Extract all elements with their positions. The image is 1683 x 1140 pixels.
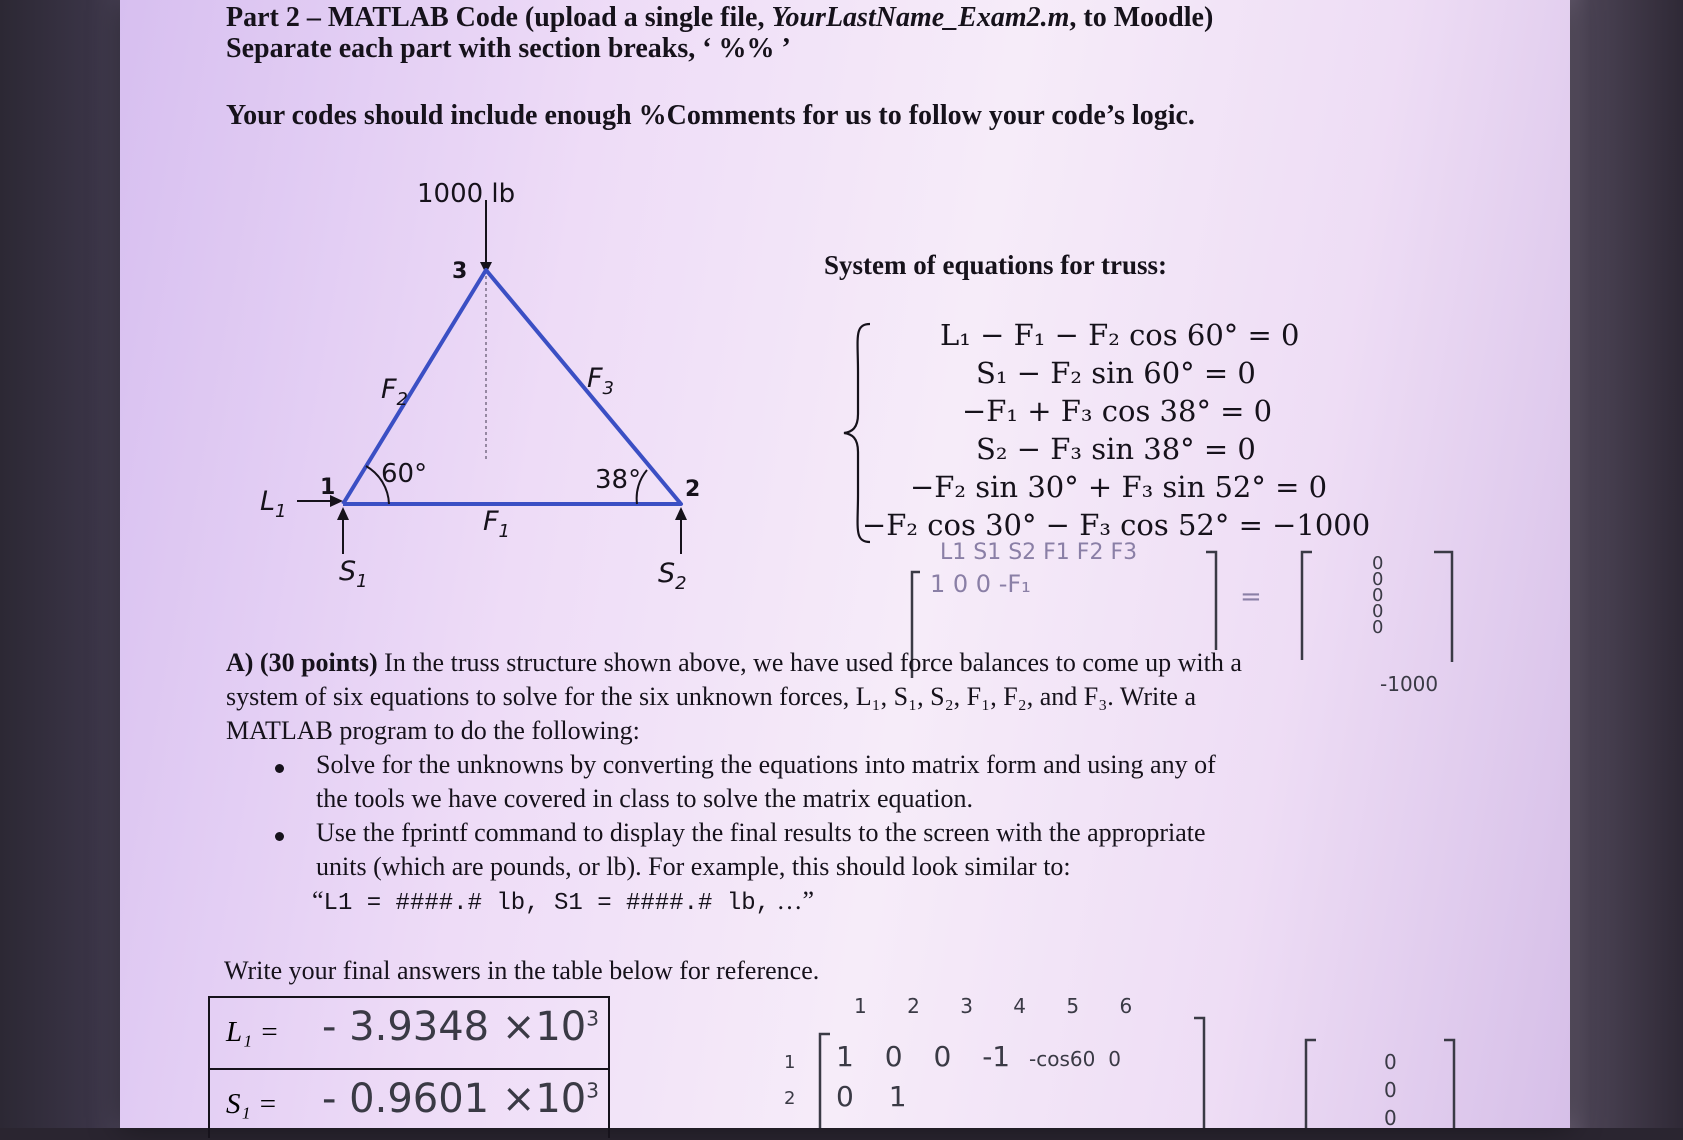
example-close-quote: …” bbox=[770, 886, 815, 915]
bullet-2-line-1: Use the fprintf command to display the final results to the screen with the appropriate bbox=[316, 818, 1206, 847]
header-line-3: Your codes should include enough %Comments for us to follow your code’s logic. bbox=[226, 100, 1195, 131]
answers-intro: Write your final answers in the table below for reference. bbox=[224, 956, 820, 985]
hand-rhs-vector bbox=[1372, 553, 1384, 638]
L1-label: $L_1$ bbox=[260, 486, 287, 522]
partA-points: A) (30 points) bbox=[226, 648, 378, 677]
background-right bbox=[1560, 0, 1683, 1128]
answer-table bbox=[208, 996, 610, 1138]
hand-matrix-row: 1 0 0 -F₁ bbox=[930, 570, 1031, 598]
bullet-1-line-1: Solve for the unknowns by converting the equations into matrix form and using any of bbox=[316, 750, 1216, 779]
rhs-0: 0 bbox=[1372, 553, 1384, 574]
load-label: 1000 lb bbox=[417, 179, 516, 209]
partA-line-1 bbox=[226, 648, 1242, 678]
bullet-1-line-2: the tools we have covered in class to solve the matrix equation. bbox=[316, 784, 974, 813]
F3-label: $F_3$ bbox=[587, 363, 614, 399]
header-line-1 bbox=[226, 2, 1213, 34]
equation-1: L₁ − F₁ − F₂ cos 60° = 0 bbox=[940, 318, 1300, 352]
bullet-2-line-2: units (which are pounds, or lb). For example, this should look similar to: bbox=[316, 852, 1071, 881]
hand-bottom-row-2: 0 1 bbox=[836, 1080, 907, 1113]
equation-6: −F₂ cos 30° − F₃ cos 52° = −1000 bbox=[862, 508, 1371, 542]
rhs-4: 0 bbox=[1372, 617, 1384, 638]
hand-bottom-row-1: 1 0 0 -1 -cos60 0 bbox=[836, 1040, 1121, 1073]
rhs-3: 0 bbox=[1372, 601, 1384, 622]
answer-value-S1: - $0.9601 \times 10^3$ bbox=[322, 1076, 599, 1122]
node-2-label: 2 bbox=[685, 477, 701, 502]
header-prefix: Part 2 – MATLAB Code (upload a single file, bbox=[226, 2, 772, 33]
partA-line-2: system of six equations to solve for the six unknown forces, L₁, S₁, S₂, F₁, F₂, and F₃. Write a bbox=[226, 682, 1197, 711]
S2-arrow-head bbox=[675, 507, 687, 520]
header-suffix: , to Moodle) bbox=[1069, 2, 1214, 33]
F2-label: $F_2$ bbox=[381, 374, 408, 410]
equations-title: System of equations for truss: bbox=[824, 250, 1167, 280]
node-1-label: 1 bbox=[320, 475, 336, 500]
S1-arrow-head bbox=[337, 507, 349, 520]
hand-bottom-rhs: 0 0 0 bbox=[1384, 1050, 1397, 1130]
answer-label-S1: S₁ = bbox=[226, 1088, 278, 1120]
equation-3: −F₁ + F₃ cos 38° = 0 bbox=[962, 394, 1273, 428]
node-3-label: 3 bbox=[452, 259, 468, 284]
equation-4: S₂ − F₃ sin 38° = 0 bbox=[976, 432, 1256, 466]
hand-equals: = bbox=[1240, 582, 1262, 612]
answer-row-S1 bbox=[210, 1070, 608, 1140]
hand-row-number-1: 1 bbox=[784, 1052, 796, 1073]
bullet-1 bbox=[275, 764, 284, 773]
example-line bbox=[312, 886, 814, 917]
hand-matrix-header: L1 S1 S2 F1 F2 F3 bbox=[940, 540, 1138, 565]
equation-5: −F₂ sin 30° + F₃ sin 52° = 0 bbox=[910, 470, 1328, 504]
hand-rhs-last: -1000 bbox=[1380, 672, 1439, 696]
S1-label: $S_1$ bbox=[339, 556, 368, 592]
partA-line-1-text: In the truss structure shown above, we have used force balances to come up with a bbox=[377, 648, 1242, 677]
equation-2: S₁ − F₂ sin 60° = 0 bbox=[976, 356, 1256, 390]
answer-row-L1 bbox=[210, 998, 608, 1070]
truss-figure bbox=[240, 170, 720, 600]
header-line-2: Separate each part with section breaks, ‘ %% ’ bbox=[226, 33, 791, 64]
S2-label: $S_2$ bbox=[658, 558, 687, 594]
example-open-quote: “ bbox=[312, 886, 324, 915]
rhs-1: 0 bbox=[1372, 569, 1384, 590]
answer-value-L1: - $3.9348 \times 10^3$ bbox=[322, 1004, 599, 1050]
hand-row-number-2: 2 bbox=[784, 1088, 796, 1109]
hand-col-numbers: 1 2 3 4 5 6 bbox=[854, 994, 1133, 1018]
F1-label: $F_1$ bbox=[483, 506, 510, 542]
background-left bbox=[0, 0, 130, 1128]
header-file: YourLastName_Exam2.m bbox=[771, 2, 1070, 33]
answer-label-L1: L₁ = bbox=[226, 1016, 280, 1048]
angle-60-label: 60° bbox=[381, 459, 428, 489]
rhs-2: 0 bbox=[1372, 585, 1384, 606]
example-code: L1 = ####.# lb, S1 = ####.# lb, bbox=[323, 890, 771, 917]
partA-line-3: MATLAB program to do the following: bbox=[226, 716, 640, 745]
bullet-2 bbox=[275, 832, 284, 841]
angle-38-label: 38° bbox=[595, 465, 642, 495]
